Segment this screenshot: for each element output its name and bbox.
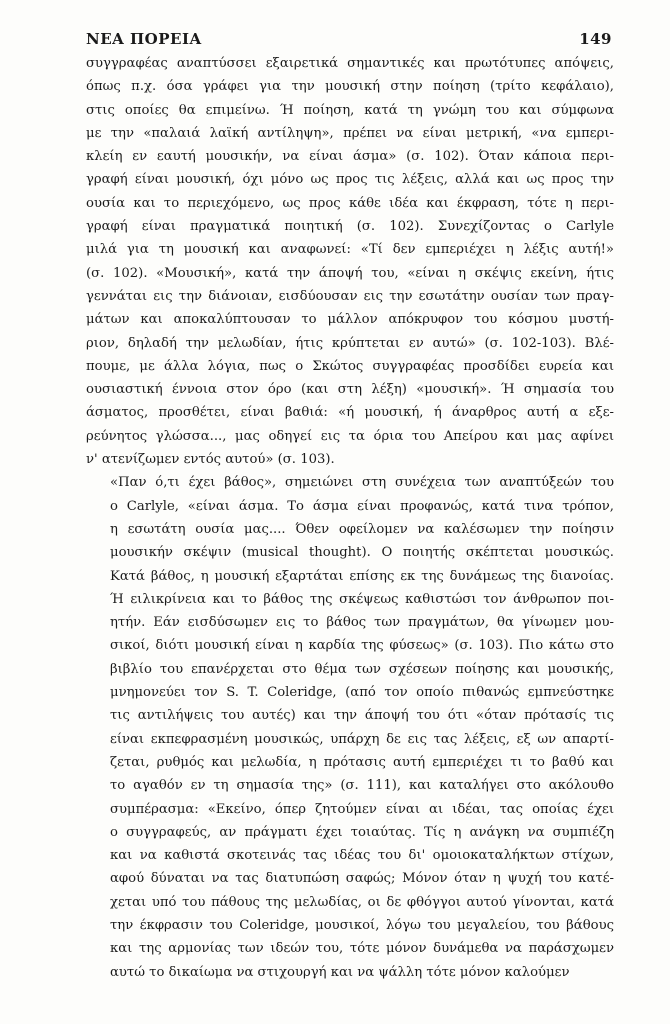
text-line: είναι εκπεφρασμένη μουσικώς, υπάρχη δε εις τας λέξεις, εξ ων απαρτί-	[110, 731, 614, 747]
text-line: την έκφρασιν του Coleridge, μουσικοί, λόγω του μεγαλείου, του βάθους	[110, 917, 614, 933]
text-line: ο Carlyle, «είναι άσμα. Το άσμα είναι προφανώς, κατά τινα τρόπον,	[110, 498, 614, 514]
paragraph-1	[86, 52, 614, 471]
text-line: κλείη εν εαυτή μουσικήν, να είναι άσμα» (σ. 102). Όταν κάποια περι-	[86, 149, 614, 165]
text-line: ουσία και το περιεχόμενο, ως προς κάθε ιδέα και έκφραση, τότε η περι-	[86, 195, 614, 211]
text-line: στις οποίες θα επιμείνω. Ή ποίηση, κατά τη γνώμη του και σύμφωνα	[86, 102, 614, 118]
text-line: Ή ειλικρίνεια και το βάθος της σκέψεως καθιστώσι τον άνθρωπον ποι-	[110, 591, 614, 607]
text-line: ο συγγραφεύς, αν πράγματι έχει τοιαύτας. Τίς η ανάγκη να συμπιέζη	[110, 824, 614, 840]
text-line: και να καθιστά σκοτεινάς τας ιδέας του δι' ομοιοκαταλήκτων στίχων,	[110, 848, 614, 864]
text-line: ρεύνητος γλώσσα..., μας οδηγεί εις τα όρια του Απείρου και μας αφίνει	[86, 428, 614, 444]
text-line: ριον, δηλαδή την μελωδίαν, ήτις κρύπτεται εν αυτώ» (σ. 102-103). Βλέ-	[86, 335, 614, 351]
text-line: ητήν. Εάν εισδύσωμεν εις το βάθος των πραγμάτων, θα γίνωμεν μου-	[110, 615, 614, 631]
paragraph-2	[86, 471, 614, 984]
text-line: αφού δύναται να τας διατυπώση σαφώς; Μόνον όταν η ψυχή του κατέ-	[110, 871, 614, 887]
text-line: μάτων και αποκαλύπτουσαν το μάλλον απόκρυφον του κόσμου μυστή-	[86, 312, 614, 328]
text-line: χεται υπό του πάθους της μελωδίας, οι δε φθόγγοι αυτού γίνονται, κατά	[110, 894, 614, 910]
text-line: γεννάται εις την διάνοιαν, εισδύουσαν εις την εσωτάτην ουσίαν των πραγ-	[86, 288, 614, 304]
text-line: γραφή είναι μουσική, όχι μόνο ως προς τις λέξεις, αλλά και ως προς την	[86, 172, 614, 188]
text-line: μνημονεύει τον S. T. Coleridge, (από τον οποίο πιθανώς εμπνεύστηκε	[110, 685, 614, 701]
running-title: ΝΕΑ ΠΟΡΕΙΑ	[86, 30, 202, 48]
text-line: συμπέρασμα: «Εκείνο, όπερ ζητούμεν είναι αι ιδέαι, τας οποίας έχει	[110, 801, 614, 817]
text-line: βιβλίο του επανέρχεται στο θέμα των σχέσεων ποίησης και μουσικής,	[110, 661, 614, 677]
text-line: το αγαθόν εν τη σημασία της» (σ. 111), και καταλήγει στο ακόλουθο	[110, 778, 614, 794]
text-line: τις αντιλήψεις του αυτές) και την άποψή του ότι «όταν πρότασίς τις	[110, 708, 614, 724]
text-line: ν' ατενίζωμεν εντός αυτού» (σ. 103).	[86, 452, 335, 468]
text-line: αυτώ το δικαίωμα να στιχουργή και να ψάλλη τότε μόνον καλούμεν	[110, 964, 570, 980]
page-number: 149	[579, 30, 612, 48]
text-line: μουσικήν σκέψιν (musical thought). Ο ποιητής σκέπτεται μουσικώς.	[110, 545, 614, 561]
text-line: η εσωτάτη ουσία μας.... Όθεν οφείλομεν να καλέσωμεν την ποίησιν	[110, 521, 614, 537]
text-line: συγγραφέας αναπτύσσει εξαιρετικά σημαντικές και πρωτότυπες απόψεις,	[86, 56, 614, 71]
text-line: πουμε, με άλλα λόγια, πως ο Σκώτος συγγραφέας προσδίδει ευρεία και	[86, 358, 614, 374]
text-line: και της αρμονίας των ιδεών του, τότε μόνον δυνάμεθα να παράσχωμεν	[110, 941, 614, 957]
body-text	[86, 52, 614, 984]
text-line: σικοί, διότι μουσική είναι η καρδία της φύσεως» (σ. 103). Πιο κάτω στο	[110, 638, 614, 654]
text-line: ουσιαστική έννοια στον όρο (και στη λέξη) «μουσική». Ή σημασία του	[86, 382, 614, 398]
text-line: άσματος, προσθέτει, είναι βαθιά: «ή μουσική, ή άναρθρος αυτή α εξε-	[86, 405, 614, 421]
text-line: ζεται, ρυθμός και μελωδία, η πρότασις αυτή εμπεριέχει τι το βαθύ και	[110, 754, 614, 770]
text-line: γραφή είναι πραγματικά ποιητική (σ. 102). Συνεχίζοντας ο Carlyle	[86, 219, 614, 235]
text-line: «Παν ό,τι έχει βάθος», σημειώνει στη συνέχεια των αναπτύξεών του	[110, 475, 614, 491]
text-line: Κατά βάθος, η μουσική εξαρτάται επίσης εκ της δυνάμεως της διανοίας.	[110, 568, 614, 584]
text-line: όπως π.χ. όσα γράφει για την μουσική στην ποίηση (τρίτο κεφάλαιο),	[86, 79, 614, 95]
text-line: μιλά για τη μουσική και αναφωνεί: «Τί δεν εμπεριέχει η λέξις αυτή!»	[86, 242, 614, 258]
running-head	[86, 30, 612, 48]
text-line: με την «παλαιά λαϊκή αντίληψη», πρέπει να είναι μετρική, «να εμπερι-	[86, 125, 614, 141]
text-line: (σ. 102). «Μουσική», κατά την άποψή του, «είναι η σκέψις εκείνη, ήτις	[86, 265, 614, 281]
